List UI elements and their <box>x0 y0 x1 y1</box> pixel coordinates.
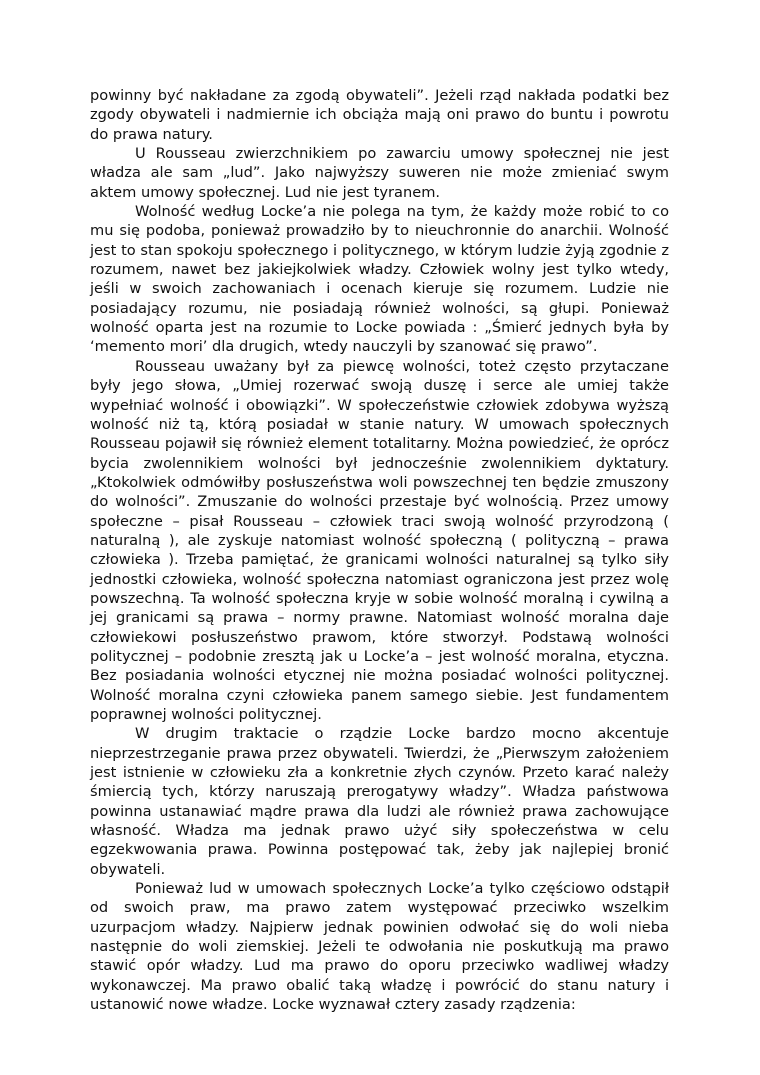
paragraph-right-of-resistance: Ponieważ lud w umowach społecznych Locke’a tylko częściowo odstąpił od swoich praw, ma prawo zatem występować przeciwko wszelkim uzurpacjom władzy. Najpierw jednak powinien odwołać się do woli nieba następnie do woli ziemskiej. Jeżeli te odwołania nie poskutkują ma prawo stawić opór władzy. Lud ma prawo do oporu przeciwko wadliwej władzy wykonawczej. Ma prawo obalić taką władzę i powrócić do stanu natury i ustanowić nowe władze. Locke wyznawał cztery zasady rządzenia: <box>90 880 669 1014</box>
paragraph-rousseau-freedom: Rousseau uważany był za piewcę wolności, toteż często przytaczane były jego słowa, „Umiej rozerwać swoją duszę i serce ale umiej także wypełniać wolność i obowiązki”. W społeczeństwie człowiek zdobywa wyższą wolność niż tą, którą posiadał w stanie natury. W umowach społecznych Rousseau pojawił się również element totalitarny. Można powiedzieć, że oprócz bycia zwolennikiem wolności był jednocześnie zwolennikiem dyktatury. „Ktokolwiek odmówiłby posłuszeństwa woli powszechnej ten będzie zmuszony do wolności”. Zmuszanie do wolności przestaje być wolnością. Przez umowy społeczne – pisał Rousseau – człowiek traci swoją wolność przyrodzoną ( naturalną ), ale zyskuje natomiast wolność społeczną ( polityczną – prawa człowieka ). Trzeba pamiętać, że granicami wolności naturalnej są tylko siły jednostki człowieka, wolność społeczna natomiast ograniczona jest przez wolę powszechną. Ta wolność społeczna kryje w sobie wolność moralną i cywilną a jej granicami są prawa – normy prawne. Natomiast wolność moralna daje człowiekowi posłuszeństwo prawom, które stworzył. Podstawą wolności politycznej – podobnie zresztą jak u Locke’a – jest wolność moralna, etyczna. Bez posiadania wolności etycznej nie można posiadać wolności politycznej. Wolność moralna czyni człowieka panem samego siebie. Jest fundamentem poprawnej wolności politycznej. <box>90 357 669 723</box>
paragraph-rousseau-sovereign: U Rousseau zwierzchnikiem po zawarciu umowy społecznej nie jest władza ale sam „lud”. Jako najwyższy suweren nie może zmieniać swym aktem umowy społecznej. Lud nie jest tyranem. <box>90 145 669 201</box>
paragraph-locke-freedom: Wolność według Locke’a nie polega na tym, że każdy może robić to co mu się podoba, ponieważ prowadziło by to nieuchronnie do anarchii. Wolność jest to stan spokoju społecznego i politycznego, w którym ludzie żyją zgodnie z rozumem, nawet bez jakiejkolwiek władzy. Człowiek wolny jest tylko wtedy, jeśli w swoich zachowaniach i ocenach kieruje się rozumem. Ludzie nie posiadający rozumu, nie posiadają również wolności, są głupi. Ponieważ wolność oparta jest na rozumie to Locke powiada : „Śmierć jednych była by ‘memento mori’ dla drugich, wtedy nauczyli by szanować się prawo”. <box>90 203 669 356</box>
text-column <box>90 86 669 1015</box>
paragraph-locke-treatise: W drugim traktacie o rządzie Locke bardzo mocno akcentuje nieprzestrzeganie prawa przez obywateli. Twierdzi, że „Pierwszym założeniem jest istnienie w człowieku zła a konkretnie złych czynów. Przeto karać należy śmiercią tych, którzy naruszają prerogatywy władzy”. Władza państwowa powinna ustanawiać mądre prawa dla ludzi ale również prawa zachowujące własność. Władza ma jednak prawo użyć siły społeczeństwa w celu egzekwowania prawa. Powinna postępować tak, żeby jak najlepiej bronić obywateli. <box>90 725 669 878</box>
paragraph-continuation: powinny być nakładane za zgodą obywateli”. Jeżeli rząd nakłada podatki bez zgody obywateli i nadmiernie ich obciąża mają oni prawo do buntu i powrotu do prawa natury. <box>90 87 669 143</box>
